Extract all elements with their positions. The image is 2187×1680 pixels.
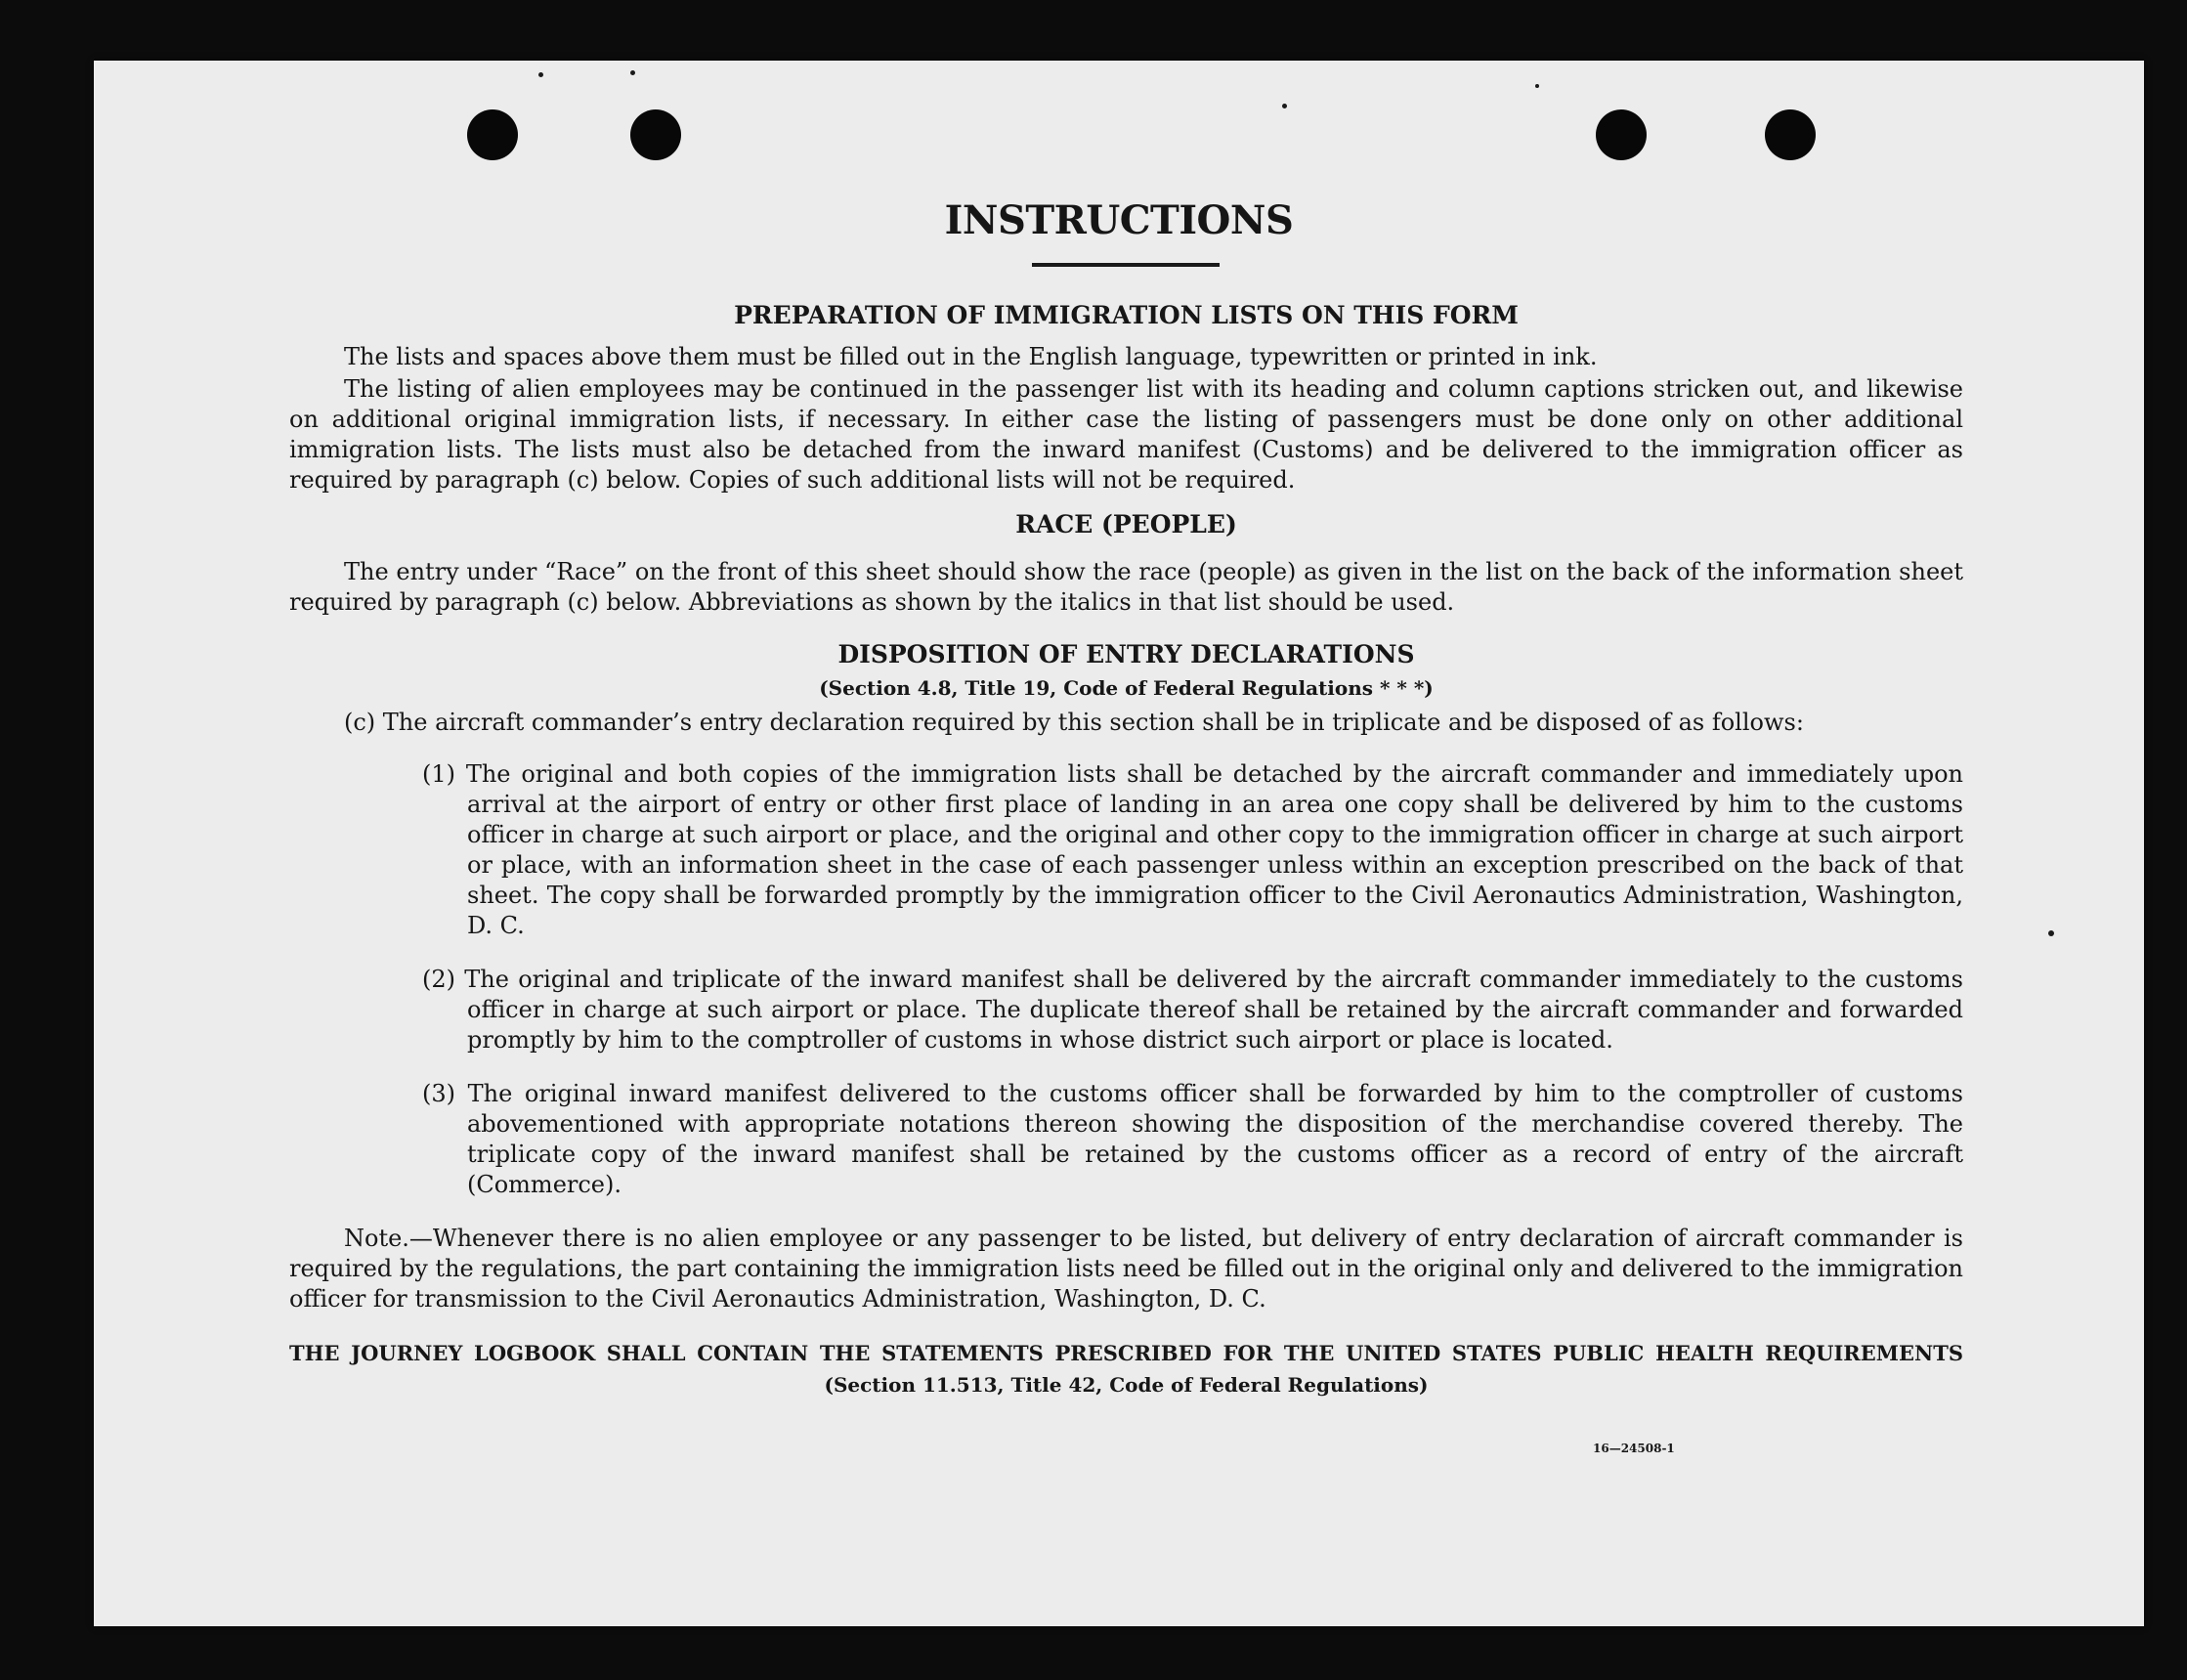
race-heading: RACE (PEOPLE)	[1015, 510, 1237, 538]
note-paragraph: Note.—Whenever there is no alien employee or any passenger to be listed, but delivery of entry declaration of aircraft commander is required by the regulations, the part containing the immigration lists need be filled out in the original only and delivered to the immigration officer for transmission to the Civil Aeronautics Administration, Washington, D. C.	[289, 1225, 1963, 1313]
punch-hole	[467, 109, 518, 160]
punch-hole	[1596, 109, 1647, 160]
disposition-intro: (c) The aircraft commander’s entry declaration required by this section shall be in triplicate and be disposed of as follows:	[344, 709, 1804, 736]
dust-speck	[1535, 84, 1539, 88]
document-page	[94, 61, 2144, 1626]
disposition-item-1: (1) The original and both copies of the immigration lists shall be detached by the aircraft commander and immediately upon arrival at the airport of entry or other first place of landing in an area one copy shall be delivered by him to the customs officer in charge at such airport or place, and the original and other copy to the immigration officer in charge at such airport or place, with an information sheet in the case of each passenger unless within an exception prescribed on the back of that sheet. The copy shall be forwarded promptly by the immigration officer to the Civil Aeronautics Administration, Washington, D. C.	[422, 760, 1963, 939]
title-underline	[1032, 263, 1220, 267]
form-number: 16—24508-1	[1593, 1442, 1675, 1455]
dust-speck	[1282, 104, 1287, 108]
preparation-paragraph-2: The listing of alien employees may be continued in the passenger list with its heading and column captions stricken out, and likewise on additional original immigration lists, if necessary. In either case the listing of passengers must be done only on other additional immigration lists. The lists must also be detached from the inward manifest (Customs) and be delivered to the immigration officer as required by paragraph (c) below. Copies of such additional lists will not be required.	[289, 375, 1963, 494]
disposition-citation: (Section 4.8, Title 19, Code of Federal Regulations * * *)	[819, 676, 1434, 700]
race-paragraph: The entry under “Race” on the front of this sheet should show the race (people) as given in the list on the back of the information sheet required by paragraph (c) below. Abbreviations as shown by the italics in that list should be used.	[289, 558, 1963, 616]
dust-speck	[538, 72, 543, 77]
punch-hole	[1765, 109, 1816, 160]
disposition-heading: DISPOSITION OF ENTRY DECLARATIONS	[837, 640, 1415, 668]
preparation-heading: PREPARATION OF IMMIGRATION LISTS ON THIS FORM	[734, 301, 1519, 329]
dust-speck	[630, 70, 635, 75]
disposition-item-2: (2) The original and triplicate of the inward manifest shall be delivered by the aircraft commander immediately to the customs officer in charge at such airport or place. The duplicate thereof shall be retained by the aircraft commander and forwarded promptly by him to the comptroller of customs in whose district such airport or place is located.	[422, 966, 1963, 1054]
page-title: INSTRUCTIONS	[944, 197, 1294, 243]
logbook-statement: THE JOURNEY LOGBOOK SHALL CONTAIN THE STATEMENTS PRESCRIBED FOR THE UNITED STATES PUBLIC HEALTH REQUIREMENTS	[289, 1341, 1963, 1365]
instructions-body	[289, 300, 1963, 1400]
punch-hole	[630, 109, 681, 160]
logbook-citation: (Section 11.513, Title 42, Code of Federal Regulations)	[824, 1373, 1429, 1397]
dust-speck	[2048, 930, 2054, 936]
disposition-item-3: (3) The original inward manifest delivered to the customs officer shall be forwarded by him to the comptroller of customs abovementioned with appropriate notations thereon showing the disposition of the merchandise covered thereby. The triplicate copy of the inward manifest shall be retained by the customs officer as a record of entry of the aircraft (Commerce).	[422, 1080, 1963, 1198]
preparation-paragraph-1: The lists and spaces above them must be filled out in the English language, typewritten or printed in ink.	[344, 343, 1598, 370]
